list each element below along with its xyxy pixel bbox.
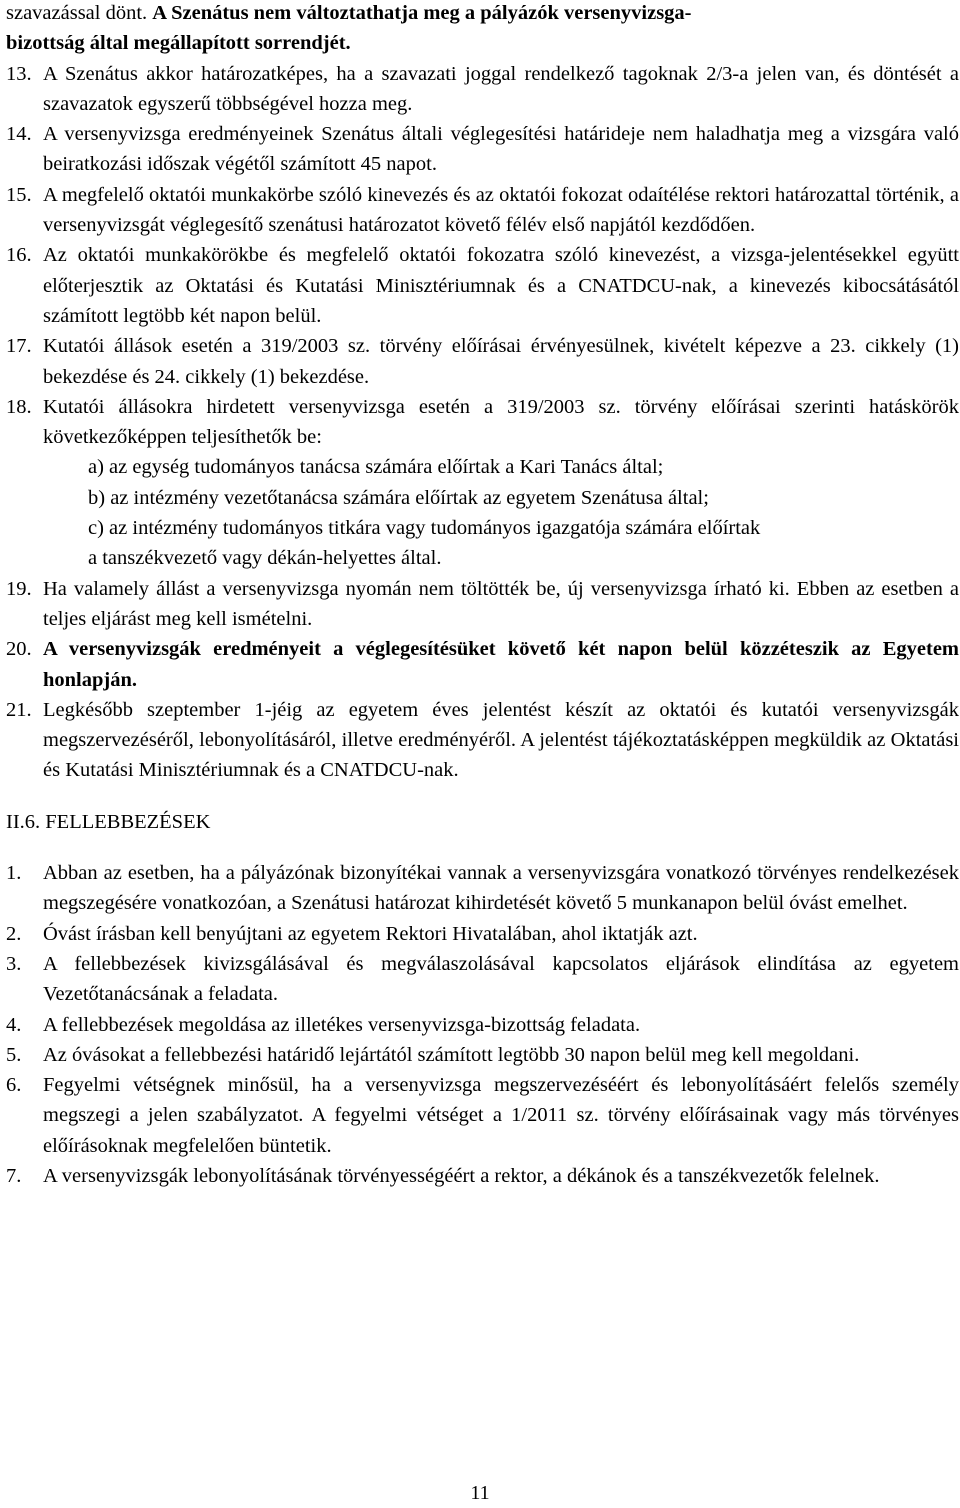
- section-heading: II.6. FELLEBBEZÉSEK: [6, 810, 211, 833]
- list-item-18: [6, 392, 959, 574]
- item-number: 13.: [6, 62, 32, 85]
- item-text: A fellebbezések kivizsgálásával és megválaszolásával kapcsolatos eljárások elindítása az egyetem Vezetőtanácsának a feladata.: [43, 952, 959, 1006]
- item-number: 20.: [6, 638, 32, 661]
- item-number: 14.: [6, 123, 32, 146]
- item-number: 17.: [6, 335, 32, 358]
- item-number: 21.: [6, 698, 32, 721]
- item-number: 7.: [6, 1164, 22, 1187]
- item-text: A versenyvizsgák lebonyolításának törvényességéért a rektor, a dékánok és a tanszékvezetők felelnek.: [43, 1164, 880, 1187]
- continuation-bold-text: A Szenátus nem változtathatja meg a pályázók versenyvizsga-: [152, 2, 692, 24]
- appeal-item-2: [6, 919, 959, 949]
- list-item-14: [6, 119, 959, 180]
- appeal-item-4: [6, 1010, 959, 1040]
- sub-item-a: a) az egység tudományos tanácsa számára előírtak a Kari Tanács által;: [88, 456, 664, 479]
- item-text: Legkésőbb szeptember 1-jéig az egyetem éves jelentést készít az oktatói és kutatói versenyvizsgák megszervezéséről, lebonyolításáról, illetve eredményéről. A jelentést tájékoztatásképpen megküldik az Oktatási és Kutatási Minisztériumnak és a CNATDCU-nak.: [43, 698, 959, 782]
- page-number: 11: [470, 1482, 490, 1504]
- item-text: Óvást írásban kell benyújtani az egyetem Rektori Hivatalában, ahol iktatják azt.: [43, 922, 698, 945]
- sub-item-b: b) az intézmény vezetőtanácsa számára előírtak az egyetem Szenátusa által;: [88, 486, 709, 509]
- appeal-item-3: [6, 949, 959, 1010]
- list-item-19: [6, 574, 959, 635]
- appeal-item-5: [6, 1040, 959, 1070]
- list-item-20: [6, 634, 959, 695]
- sub-item-c-line2: a tanszékvezető vagy dékán-helyettes által.: [88, 547, 442, 570]
- item-text: Kutatói állásokra hirdetett versenyvizsga esetén a 319/2003 sz. törvény előírásai szerinti hatáskörök következőképpen teljesíthetők be:: [43, 395, 959, 449]
- continuation-bold-text-2: bizottság által megállapított sorrendjét.: [6, 32, 351, 55]
- item-text: Ha valamely állást a versenyvizsga nyomán nem töltötték be, új versenyvizsga írható ki. Ebben az esetben a teljes eljárást meg kell ismételni.: [43, 577, 959, 630]
- list-item-13: [6, 59, 959, 120]
- list-item-15: [6, 180, 959, 241]
- continuation-paragraph: [6, 0, 959, 59]
- item-text: Az oktatói munkakörökbe és megfelelő oktatói fokozatra szóló kinevezést, a vizsga-jelentésekkel együtt előterjesztik az Oktatási és Kutatási Minisztériumnak és a CNATDCU-nak, a kinevezés kibocsátásától számított legtöbb két napon belül.: [43, 244, 959, 327]
- list-item-16: [6, 240, 959, 331]
- sub-item-c-line1: c) az intézmény tudományos titkára vagy tudományos igazgatója számára előírtak: [88, 517, 761, 540]
- item-text: Az óvásokat a fellebbezési határidő lejártától számított legtöbb 30 napon belül meg kell megoldani.: [43, 1043, 860, 1066]
- list-item-21: [6, 695, 959, 786]
- item-number: 6.: [6, 1074, 22, 1097]
- item-text-bold: A versenyvizsgák eredményeit a véglegesítésüket követő két napon belül közzéteszik az Egyetem honlapján.: [43, 638, 959, 691]
- document-page: [6, 0, 959, 1191]
- item-number: 15.: [6, 183, 32, 206]
- item-text: A megfelelő oktatói munkakörbe szóló kinevezés és az oktatói fokozat odaítélése rektori határozattal történik, a versenyvizsgát véglegesítő szenátusi határozatot követő félév első napjától kezdődően.: [43, 183, 959, 237]
- item-number: 5.: [6, 1043, 22, 1066]
- item-number: 19.: [6, 577, 32, 600]
- item-number: 4.: [6, 1013, 22, 1036]
- item-text: Abban az esetben, ha a pályázónak bizonyítékai vannak a versenyvizsgára vonatkozó törvényes rendelkezések megszegésére vonatkozóan, a Szenátusi határozat kihirdetését követő 5 munkanapon belül óvást emelhet.: [43, 862, 959, 915]
- item-text: A versenyvizsga eredményeinek Szenátus általi véglegesítési határideje nem haladhatja meg a vizsgára való beiratkozási időszak végétől számított 45 napot.: [43, 123, 959, 176]
- list-item-17: [6, 331, 959, 392]
- continuation-text: szavazással dönt.: [6, 2, 153, 24]
- appeal-item-1: [6, 858, 959, 919]
- item-number: 3.: [6, 952, 22, 975]
- appeal-item-6: [6, 1070, 959, 1161]
- item-text: A Szenátus akkor határozatképes, ha a szavazati joggal rendelkező tagoknak 2/3-a jelen van, és döntését a szavazatok egyszerű többségével hozza meg.: [43, 62, 959, 115]
- appeal-item-7: [6, 1161, 959, 1191]
- item-number: 2.: [6, 922, 22, 945]
- item-number: 18.: [6, 395, 32, 418]
- item-number: 1.: [6, 862, 22, 885]
- item-text: Fegyelmi vétségnek minősül, ha a versenyvizsga megszervezéséért és lebonyolításáért felelős személy megszegi a jelen szabályzatot. A fegyelmi vétséget a 1/2011 sz. törvény előírásainak vagy más törvényes előírásoknak megfelelően büntetik.: [43, 1074, 959, 1157]
- item-text: A fellebbezések megoldása az illetékes versenyvizsga-bizottság feladata.: [43, 1013, 641, 1036]
- item-text: Kutatói állások esetén a 319/2003 sz. törvény előírásai érvényesülnek, kivételt képezve a 23. cikkely (1) bekezdése és 24. cikkely (1) bekezdése.: [43, 335, 959, 388]
- item-number: 16.: [6, 244, 32, 267]
